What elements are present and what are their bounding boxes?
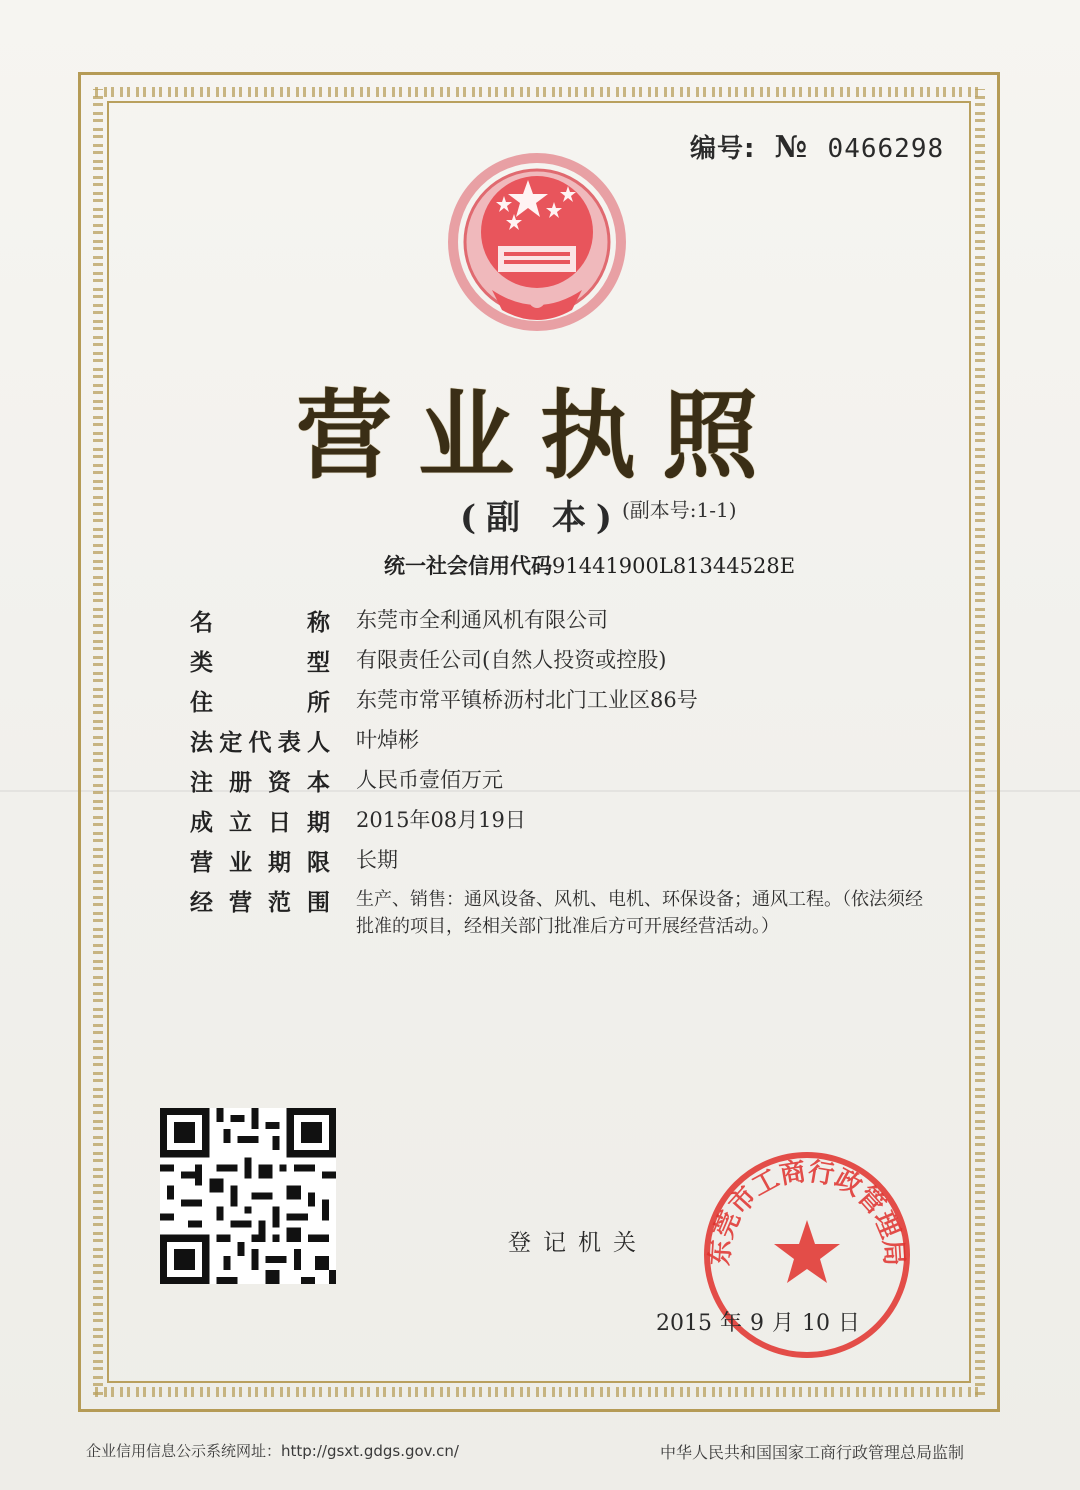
issue-month-unit: 月 <box>772 1311 795 1336</box>
field-label <box>190 884 330 917</box>
frame-pattern-top <box>95 87 983 97</box>
license-fields <box>190 600 950 970</box>
issue-day: 10 <box>802 1311 831 1336</box>
credit-code <box>384 550 795 580</box>
field-label-char: 法 <box>190 730 213 756</box>
field-value: 生产、销售：通风设备、风机、电机、环保设备；通风工程。（依法须经批准的项目，经相关部门批准后方可开展经营活动。） <box>356 889 923 937</box>
frame-pattern-bottom <box>95 1387 983 1397</box>
field-label-char: 成 <box>190 810 213 836</box>
field-label-char: 营 <box>229 890 252 916</box>
field-label <box>190 724 330 757</box>
field-label-char: 注 <box>190 770 213 796</box>
field-label-char: 名 <box>190 610 213 636</box>
frame-pattern-left <box>93 89 103 1395</box>
serial-number <box>690 128 944 165</box>
issue-date <box>656 1306 868 1337</box>
field-label-char: 营 <box>190 850 213 876</box>
field-value: 长期 <box>356 848 398 872</box>
field-label-char: 住 <box>190 690 213 716</box>
field-established-date <box>190 800 950 840</box>
field-label-char: 经 <box>190 890 213 916</box>
footer-website-note: 企业信用信息公示系统网址：http://gsxt.gdgs.gov.cn/ <box>86 1442 459 1460</box>
field-label-char: 限 <box>307 850 330 876</box>
field-legal-representative <box>190 720 950 760</box>
field-label-char: 日 <box>268 810 291 836</box>
field-label-char: 期 <box>268 850 291 876</box>
field-business-term <box>190 840 950 880</box>
serial-prefix: № <box>774 130 809 165</box>
field-label-char: 册 <box>229 770 252 796</box>
field-value: 叶焯彬 <box>356 728 419 752</box>
field-label-char: 围 <box>307 890 330 916</box>
qr-code-icon[interactable] <box>160 1108 336 1284</box>
issue-month: 9 <box>750 1311 765 1336</box>
field-label-char: 人 <box>307 730 330 756</box>
issue-year-unit: 年 <box>720 1311 743 1336</box>
field-label-char: 表 <box>277 730 301 756</box>
field-label <box>190 684 330 717</box>
credit-code-label: 统一社会信用代码 <box>384 554 552 578</box>
field-value: 人民币壹佰万元 <box>356 768 503 792</box>
seal-text: 东莞市工商行政管理局 <box>705 1156 909 1267</box>
field-label-char: 资 <box>268 770 291 796</box>
field-value: 有限责任公司(自然人投资或控股) <box>356 648 667 672</box>
field-label-char: 业 <box>229 850 252 876</box>
field-label-char: 所 <box>307 690 330 716</box>
national-emblem-icon <box>442 150 632 340</box>
field-address <box>190 680 950 720</box>
field-label-char: 定 <box>219 730 243 756</box>
field-label-char: 本 <box>307 770 330 796</box>
serial-label: 编号: <box>690 134 756 164</box>
document-subtitle: (副 本) <box>460 498 623 538</box>
field-type <box>190 640 950 680</box>
field-label <box>190 604 330 637</box>
field-label-char: 类 <box>190 650 213 676</box>
field-value: 2015年08月19日 <box>356 808 526 832</box>
field-label-char: 范 <box>268 890 291 916</box>
copy-number: (副本号:1-1) <box>622 498 737 522</box>
field-label <box>190 764 330 797</box>
field-label-char: 期 <box>307 810 330 836</box>
issue-year: 2015 <box>656 1311 712 1336</box>
issue-day-unit: 日 <box>838 1311 861 1336</box>
field-name <box>190 600 950 640</box>
field-label-char: 称 <box>307 610 330 636</box>
field-value: 东莞市全利通风机有限公司 <box>356 608 608 632</box>
field-label <box>190 644 330 677</box>
field-registered-capital <box>190 760 950 800</box>
field-business-scope <box>190 880 950 970</box>
footer-issuer-note: 中华人民共和国国家工商行政管理总局监制 <box>660 1443 965 1462</box>
field-label-char: 代 <box>248 730 272 756</box>
field-label <box>190 844 330 877</box>
document-title: 营业执照 <box>296 379 784 492</box>
serial-value: 0466298 <box>827 134 945 164</box>
registration-authority-label: 登记机关 <box>508 1230 648 1256</box>
credit-code-value: 91441900L81344528E <box>552 554 796 578</box>
frame-pattern-right <box>975 89 985 1395</box>
field-label-char: 型 <box>307 650 330 676</box>
field-label <box>190 804 330 837</box>
field-value: 东莞市常平镇桥沥村北门工业区86号 <box>356 688 698 712</box>
field-label-char: 立 <box>229 810 252 836</box>
